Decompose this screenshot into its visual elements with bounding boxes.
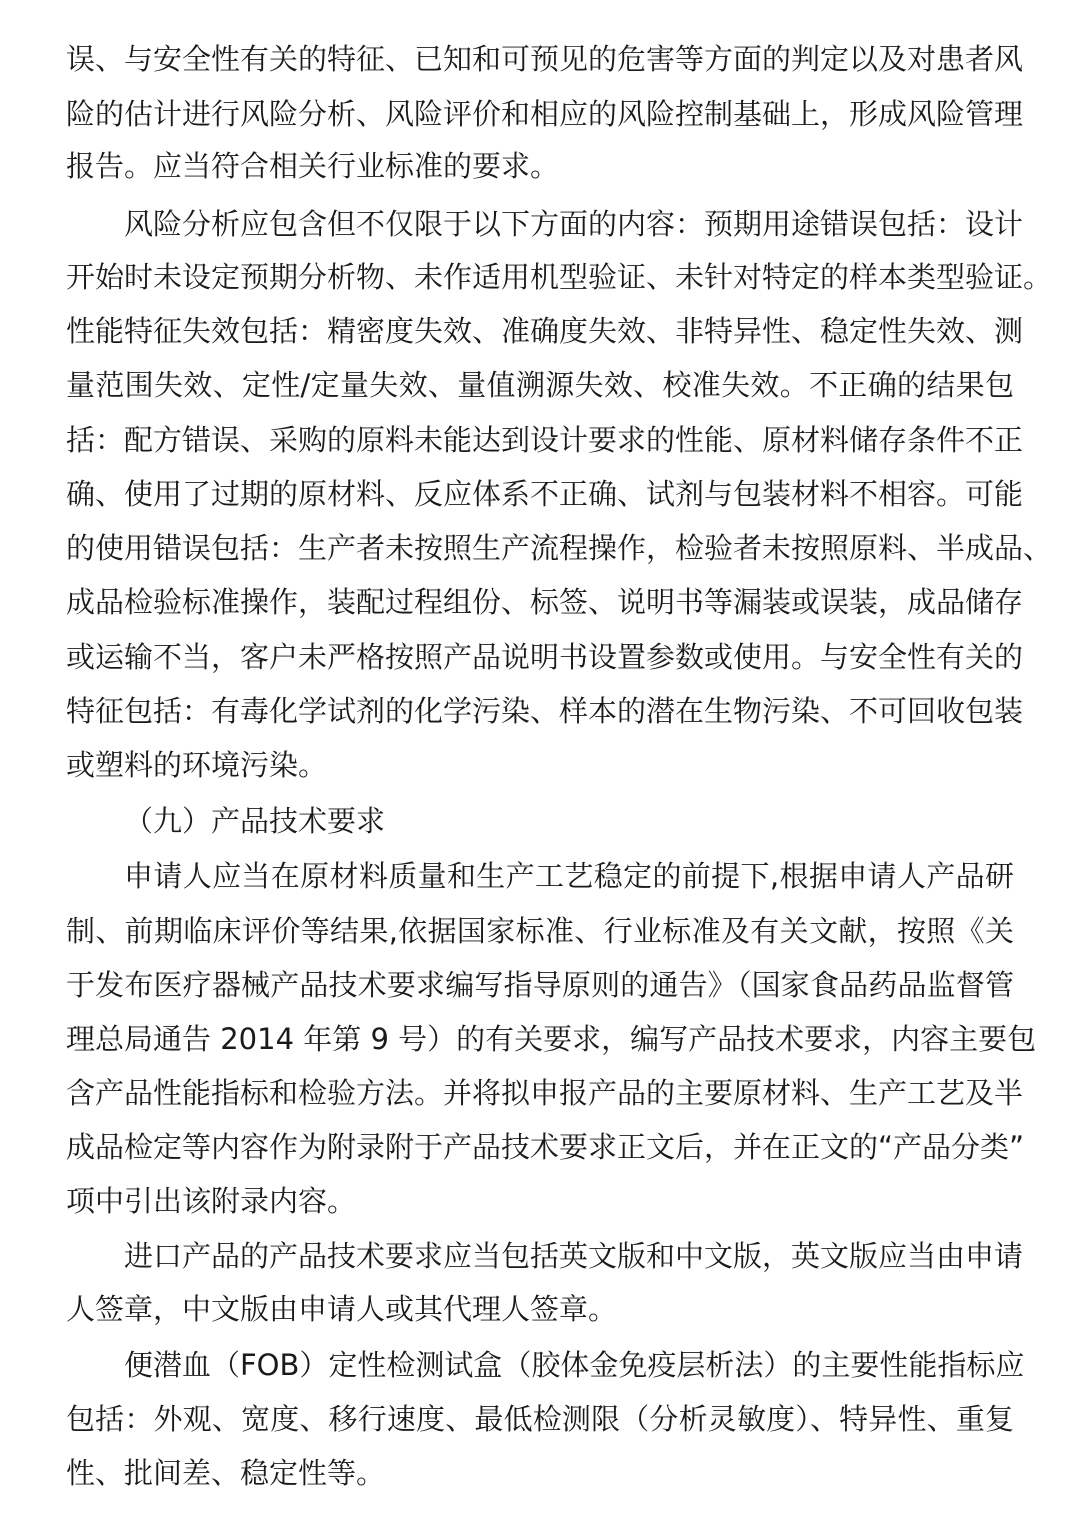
text-line: 开始时未设定预期分析物、未作适用机型验证、未针对特定的样本类型验证。: [66, 260, 1053, 294]
text-line: 或运输不当，客户未严格按照产品说明书设置参数或使用。与安全性有关的: [66, 640, 1024, 674]
text-line: 确、使用了过期的原材料、反应体系不正确、试剂与包装材料不相容。可能: [66, 477, 1024, 511]
text-line: 误、与安全性有关的特征、已知和可预见的危害等方面的判定以及对患者风: [66, 42, 1024, 76]
text-line: 成品检定等内容作为附录附于产品技术要求正文后，并在正文的“产品分类”: [66, 1130, 1025, 1164]
text-line: 性、批间差、稳定性等。: [66, 1456, 386, 1490]
text-line: 或塑料的环境污染。: [66, 748, 328, 782]
text-line: 制、前期临床评价等结果,依据国家标准、行业标准及有关文献，按照《关: [66, 914, 1014, 948]
text-line: 报告。应当符合相关行业标准的要求。: [66, 149, 560, 183]
text-line: 项中引出该附录内容。: [66, 1184, 357, 1218]
text-line: 进口产品的产品技术要求应当包括英文版和中文版，英文版应当由申请: [124, 1239, 1024, 1273]
text-line: 性能特征失效包括：精密度失效、准确度失效、非特异性、稳定性失效、测: [66, 314, 1024, 348]
text-line: 的使用错误包括：生产者未按照生产流程操作，检验者未按照原料、半成品、: [66, 531, 1053, 565]
text-line: 成品检验标准操作，装配过程组份、标签、说明书等漏装或误装，成品储存: [66, 585, 1024, 619]
text-line: 含产品性能指标和检验方法。并将拟申报产品的主要原材料、生产工艺及半: [66, 1076, 1024, 1110]
text-line: 特征包括：有毒化学试剂的化学污染、样本的潜在生物污染、不可回收包装: [66, 694, 1024, 728]
section-heading: （九）产品技术要求: [124, 804, 386, 838]
text-line: 申请人应当在原材料质量和生产工艺稳定的前提下,根据申请人产品研: [124, 859, 1014, 893]
text-line: 括：配方错误、采购的原料未能达到设计要求的性能、原材料储存条件不正: [66, 423, 1024, 457]
text-line: 人签章，中文版由申请人或其代理人签章。: [66, 1292, 618, 1326]
text-line: 风险分析应包含但不仅限于以下方面的内容：预期用途错误包括：设计: [124, 207, 1024, 241]
text-line: 于发布医疗器械产品技术要求编写指导原则的通告》（国家食品药品监督管: [66, 968, 1014, 1002]
text-line: 便潜血（FOB）定性检测试盒（胶体金免疫层析法）的主要性能指标应: [124, 1348, 1025, 1382]
text-line: 险的估计进行风险分析、风险评价和相应的风险控制基础上，形成风险管理: [66, 97, 1024, 131]
text-line: 量范围失效、定性/定量失效、量值溯源失效、校准失效。不正确的结果包: [66, 368, 1014, 402]
text-line: 理总局通告 2014 年第 9 号）的有关要求，编写产品技术要求，内容主要包: [66, 1022, 1037, 1056]
text-line: 包括：外观、宽度、移行速度、最低检测限（分析灵敏度）、特异性、重复: [66, 1402, 1014, 1436]
